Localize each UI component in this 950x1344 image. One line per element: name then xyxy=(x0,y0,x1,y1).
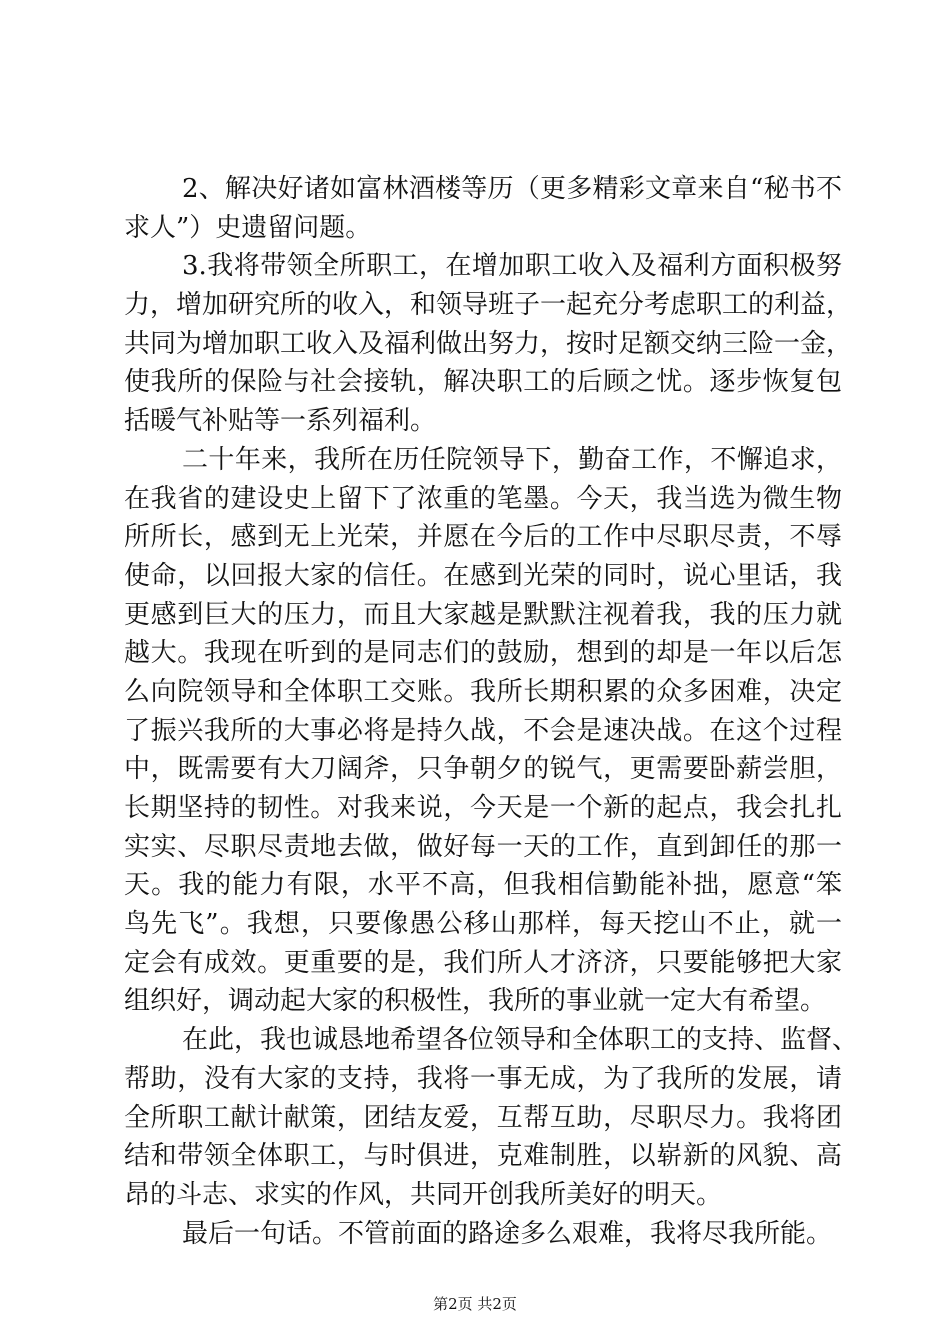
paragraph-line: 3.我将带领全所职工，在增加职工收入及福利方面积极努 xyxy=(182,251,842,282)
paragraph xyxy=(124,1215,842,1254)
paragraph-line: 中，既需要有大刀阔斧，只争朝夕的锐气，更需要卧薪尝胆， xyxy=(124,754,842,785)
paragraph-line: 组织好，调动起大家的积极性，我所的事业就一定大有希望。 xyxy=(124,986,827,1017)
paragraph-line: 结和带领全体职工，与时俱进，克难制胜，以崭新的风貌、高 xyxy=(124,1141,842,1172)
paragraph xyxy=(124,170,842,247)
paragraph xyxy=(124,1021,859,1214)
paragraph-line: 力，增加研究所的收入，和领导班子一起充分考虑职工的利益， xyxy=(124,290,853,321)
paragraph-line: 使我所的保险与社会接轨，解决职工的后顾之忧。逐步恢复包 xyxy=(124,367,842,398)
paragraph-line: 了振兴我所的大事必将是持久战，不会是速决战。在这个过程 xyxy=(124,715,842,746)
paragraph-line: 定会有成效。更重要的是，我们所人才济济，只要能够把大家 xyxy=(124,947,842,978)
paragraph-line: 使命，以回报大家的信任。在感到光荣的同时，说心里话，我 xyxy=(124,560,842,591)
paragraph-line: 昂的斗志、求实的作风，共同开创我所美好的明天。 xyxy=(124,1179,723,1210)
paragraph-line: 括暖气补贴等一系列福利。 xyxy=(124,406,437,437)
paragraph-line: 鸟先飞”。我想，只要像愚公移山那样，每天挖山不止，就一 xyxy=(124,909,842,940)
page-number-indicator: 第2页 共2页 xyxy=(433,1295,517,1313)
paragraph-line: 二十年来，我所在历任院领导下，勤奋工作，不懈追求， xyxy=(182,444,842,475)
paragraph-line: 实实、尽职尽责地去做，做好每一天的工作，直到卸任的那一 xyxy=(124,831,842,862)
paragraph-line: 长期坚持的韧性。对我来说，今天是一个新的起点，我会扎扎 xyxy=(124,793,842,823)
paragraph-line: 共同为增加职工收入及福利做出努力，按时足额交纳三险一金， xyxy=(124,328,853,359)
paragraph-line: 越大。我现在听到的是同志们的鼓励，想到的却是一年以后怎 xyxy=(124,638,842,669)
paragraph-line: 更感到巨大的压力，而且大家越是默默注视着我，我的压力就 xyxy=(124,599,842,630)
paragraph-line: 帮助，没有大家的支持，我将一事无成，为了我所的发展，请 xyxy=(124,1063,842,1094)
paragraph-line: 在此，我也诚恳地希望各位领导和全体职工的支持、监督、 xyxy=(182,1025,859,1056)
paragraph-line: 2、解决好诸如富林酒楼等历（更多精彩文章来自“秘书不 xyxy=(182,174,842,204)
page-footer xyxy=(0,1293,950,1314)
paragraph-line: 么向院领导和全体职工交账。我所长期积累的众多困难，决定 xyxy=(124,676,842,707)
paragraph-line: 全所职工献计献策，团结友爱，互帮互助，尽职尽力。我将团 xyxy=(124,1102,842,1133)
paragraph-line: 最后一句话。不管前面的路途多么艰难，我将尽我所能。 xyxy=(182,1218,833,1249)
paragraph-line: 天。我的能力有限，水平不高，但我相信勤能补拙，愿意“笨 xyxy=(124,870,842,901)
paragraph-line: 所所长，感到无上光荣，并愿在今后的工作中尽职尽责，不辱 xyxy=(124,522,842,553)
paragraph xyxy=(124,247,853,440)
paragraph xyxy=(124,441,842,1021)
document-body xyxy=(124,170,859,1253)
paragraph-line: 在我省的建设史上留下了浓重的笔墨。今天，我当选为微生物 xyxy=(124,483,842,514)
paragraph-line: 求人”）史遗留问题。 xyxy=(124,212,372,243)
